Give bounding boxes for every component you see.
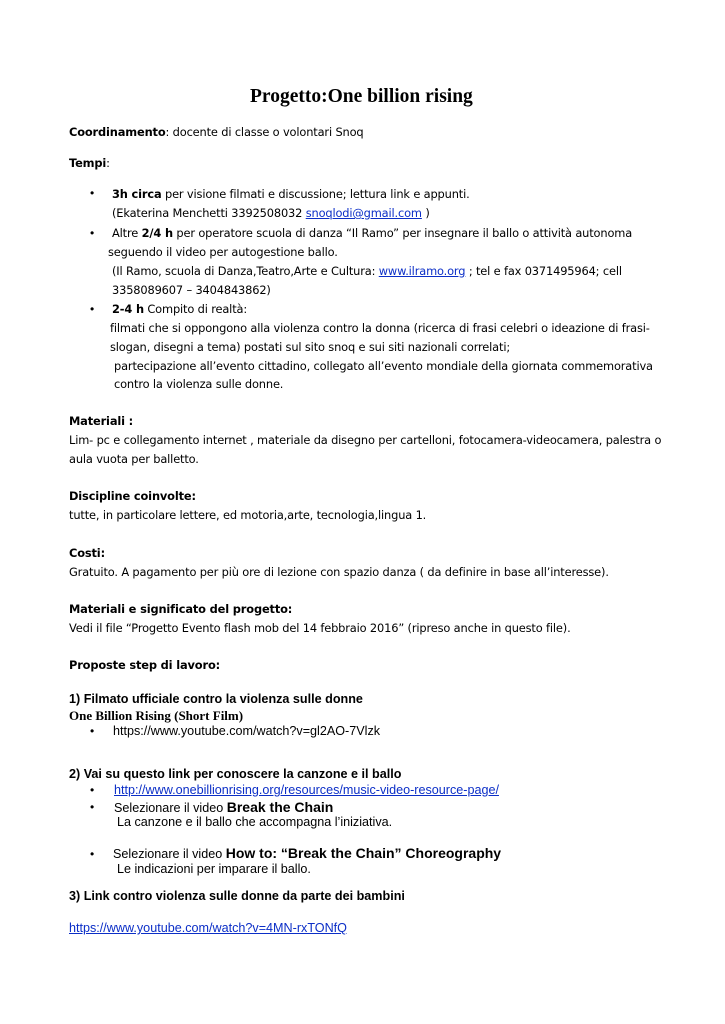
tempi-item-2-line2: seguendo il video per autogestione ballo. <box>108 245 338 259</box>
ilramo-link[interactable]: www.ilramo.org <box>378 264 466 278</box>
discipline-label: Discipline coinvolte: <box>69 489 196 503</box>
tempi-item-3-text: Compito di realtà: <box>143 302 248 316</box>
contact-close: ) <box>421 206 430 220</box>
contact-text: (Ekaterina Menchetti 3392508032 <box>112 206 306 220</box>
step-2-heading: 2) Vai su questo link per conoscere la canzone e il ballo <box>69 767 402 781</box>
tempi-item-3-line5: contro la violenza sulle donne. <box>114 377 284 391</box>
ilramo-text: (Il Ramo, scuola di Danza,Teatro,Arte e Cultura: <box>112 264 379 278</box>
tempi-item-2-line4: 3358089607 – 3404843862) <box>112 283 271 297</box>
tempi-item-2 <box>112 226 632 240</box>
step-2-video-2 <box>113 845 501 861</box>
bullet-icon: • <box>90 186 95 200</box>
tempi-item-1-strong: 3h circa <box>112 187 162 201</box>
proposte-label: Proposte step di lavoro: <box>69 658 221 672</box>
ilramo-contact: ; tel e fax 0371495964; cell <box>465 264 622 278</box>
step-1-url[interactable]: https://www.youtube.com/watch?v=gl2AO-7Vlzk <box>113 724 381 738</box>
tempi-item-2-line3 <box>112 264 622 278</box>
video-1-title: Break the Chain <box>226 799 334 815</box>
video-2-title: How to: “Break the Chain” Choreography <box>225 845 502 861</box>
video-1-pre: Selezionare il video <box>114 801 227 815</box>
tempi-item-2-pre: Altre <box>112 226 142 240</box>
costi-text: Gratuito. A pagamento per più ore di lezione con spazio danza ( da definire in base all’interesse). <box>69 565 609 579</box>
tempi-label: Tempi <box>69 156 107 170</box>
step-2-video-1-desc: La canzone e il ballo che accompagna l’iniziativa. <box>117 815 393 829</box>
costi-label: Costi: <box>69 546 105 560</box>
tempi-item-3-line2: filmati che si oppongono alla violenza contro la donna (ricerca di frasi celebri o ideazione di frasi- <box>110 321 650 335</box>
tempi-item-3 <box>112 302 247 316</box>
materiali-line-1: Lim- pc e collegamento internet , materiale da disegno per cartelloni, fotocamera-videocamera, palestra o <box>69 433 662 447</box>
bullet-icon: • <box>90 800 95 814</box>
page-title: Progetto:One billion rising <box>250 86 473 107</box>
tempi-item-1-text: per visione filmati e discussione; lettura link e appunti. <box>161 187 470 201</box>
step-1-heading: 1) Filmato ufficiale contro la violenza sulle donne <box>69 692 363 706</box>
coordinamento-line <box>69 125 364 139</box>
tempi-colon: : <box>106 156 110 170</box>
email-link[interactable]: snoqlodi@gmail.com <box>305 206 422 220</box>
materiali-line-2: aula vuota per balletto. <box>69 452 199 466</box>
step-2-video-2-desc: Le indicazioni per imparare il ballo. <box>117 862 311 876</box>
tempi-item-1-contact <box>112 206 430 220</box>
coordinamento-label: Coordinamento <box>69 125 166 139</box>
tempi-heading <box>69 156 110 170</box>
tempi-item-2-text: per operatore scuola di danza “Il Ramo” per insegnare il ballo o attività autonoma <box>172 226 633 240</box>
step-2-video-1 <box>114 799 333 815</box>
tempi-item-3-strong: 2-4 h <box>112 302 144 316</box>
tempi-item-1 <box>112 187 470 201</box>
coordinamento-text: : docente di classe o volontari Snoq <box>165 125 364 139</box>
significato-text: Vedi il file “Progetto Evento flash mob del 14 febbraio 2016” (ripreso anche in questo file). <box>69 621 571 635</box>
step-2-url-link[interactable]: http://www.onebillionrising.org/resources/music-video-resource-page/ <box>114 783 499 797</box>
discipline-text: tutte, in particolare lettere, ed motoria,arte, tecnologia,lingua 1. <box>69 508 427 522</box>
tempi-item-3-line3: slogan, disegni a tema) postati sul sito snoq e sui siti nazionali correlati; <box>110 340 511 354</box>
bullet-icon: • <box>90 226 95 240</box>
significato-label: Materiali e significato del progetto: <box>69 602 293 616</box>
bullet-icon: • <box>90 783 95 797</box>
tempi-item-3-line4: partecipazione all’evento cittadino, collegato all’evento mondiale della giornata commemorativa <box>114 359 653 373</box>
video-2-pre: Selezionare il video <box>113 847 226 861</box>
step-3-url-link[interactable]: https://www.youtube.com/watch?v=4MN-rxTONfQ <box>69 921 347 935</box>
tempi-item-2-strong: 2/4 h <box>141 226 173 240</box>
materiali-label: Materiali : <box>69 414 134 428</box>
step-1-subheading: One Billion Rising (Short Film) <box>69 708 244 723</box>
bullet-icon: • <box>90 302 95 316</box>
bullet-icon: • <box>90 847 95 861</box>
step-3-heading: 3) Link contro violenza sulle donne da parte dei bambini <box>69 889 405 903</box>
bullet-icon: • <box>90 724 95 738</box>
